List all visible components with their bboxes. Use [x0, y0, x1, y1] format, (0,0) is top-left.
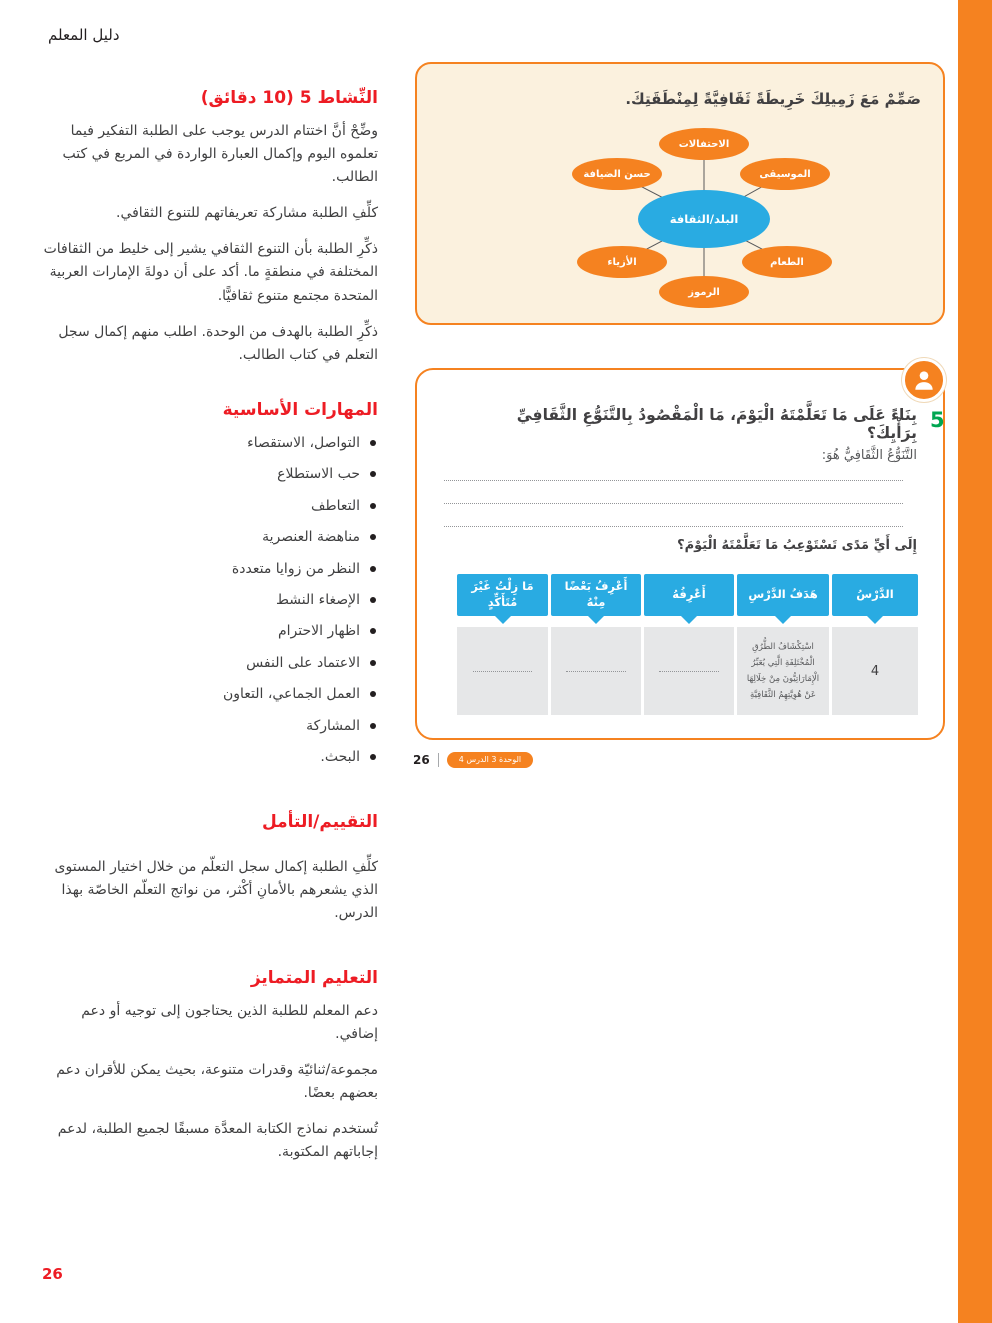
self-assessment-question: إِلَى أَيِّ مَدًى تَسْتَوْعِبُ مَا تَعَلَّمْتَهُ الْيَوْمَ؟: [677, 538, 917, 553]
differentiation-paragraph: دعم المعلم للطلبة الذين يحتاجون إلى توجيه أو دعم إضافي.: [81, 1003, 378, 1043]
activity-section: [38, 88, 378, 380]
differentiation-section: [38, 968, 378, 1178]
table-header-not-sure: مَا زِلْتُ غَيْرَ مُتَأَكِّدٍ: [457, 574, 548, 616]
culture-map-prompt: صَمِّمْ مَعَ زَمِيلِكَ خَرِيطَةً ثَقَافِيَّةً لِمِنْطَقَتِكَ.: [625, 90, 921, 108]
mindmap-node-clothing: الأزياء: [577, 246, 667, 278]
mindmap-node-food: الطعام: [742, 246, 832, 278]
skill-item: التعاطف: [38, 495, 378, 517]
answer-line: [473, 671, 533, 672]
differentiation-heading: التعليم المتمايز: [250, 968, 378, 988]
page-spine-band: [958, 0, 992, 1323]
guide-page-number: 26: [42, 1265, 63, 1283]
guide-header-label: دليل المعلم: [48, 26, 120, 44]
table-header-know-it: أَعْرِفُهُ: [644, 574, 734, 616]
mindmap-node-celebrations: الاحتفالات: [659, 128, 749, 160]
skill-item: الإصغاء النشط: [38, 589, 378, 611]
activity-paragraph: ذكِّرِ الطلبة بالهدف من الوحدة. اطلب منهم إكمال سجل التعلم في كتاب الطالب.: [58, 323, 378, 363]
activity-paragraph: كلِّفِ الطلبة مشاركة تعريفاتهم للتنوع الثقافي.: [116, 205, 378, 222]
reflection-question: بِنَاءً عَلَى مَا تَعَلَّمْتَهُ الْيَوْمَ، مَا الْمَقْصُودُ بِالتَّنَوُّعِ الثَّقَافِيِّ بِرَأْيِكَ؟: [516, 406, 917, 442]
skill-item: النظر من زوايا متعددة: [38, 558, 378, 580]
skill-item: حب الاستطلاع: [38, 463, 378, 485]
skill-item: مناهضة العنصرية: [38, 526, 378, 548]
skill-item: البحث.: [38, 746, 378, 768]
skill-item: العمل الجماعي، التعاون: [38, 683, 378, 705]
mindmap-center-node: البلد/الثقافة: [638, 190, 770, 248]
answer-line: [444, 526, 903, 527]
culture-mindmap: [417, 64, 943, 323]
activity-heading: النِّشاط 5 (10 دقائق): [200, 88, 378, 108]
table-cell-lesson-goal: [737, 627, 829, 715]
unit-lesson-tab: الوحدة 3 الدرس 4: [447, 752, 533, 768]
lesson-number: 4: [870, 663, 880, 679]
answer-line: [566, 671, 625, 672]
core-skills-section: [38, 400, 378, 777]
mindmap-node-symbols: الرموز: [659, 276, 749, 308]
skill-item: الاعتماد على النفس: [38, 652, 378, 674]
table-cell-know-it: [644, 627, 734, 715]
mindmap-node-hospitality: حسن الضيافة: [572, 158, 662, 190]
activity-paragraph: ذكِّرِ الطلبة بأن التنوع الثقافي يشير إلى خليط من الثقافات المختلفة في منطقةٍ ما. أكد على أن دولةَ الإمارات العربية المتحدة مجتمع متنوع ثقافيًّا.: [43, 241, 378, 304]
assessment-section: [38, 812, 378, 938]
lesson-goal-text: اسْتِكْشَافُ الطُّرُقِ الْمُخْتَلِفَةِ الَّتِي يُعَبِّرُ الْإِمَارَاتِيُّونَ مِنْ خِلَالِهَا عَنْ هُوِيَّتِهِمُ الثَّقَافِيَّةِ: [746, 641, 820, 701]
skill-item: اظهار الاحترام: [38, 620, 378, 642]
answer-line: [659, 671, 718, 672]
culture-map-activity-box: [415, 62, 945, 325]
table-header-know-some: أَعْرِفُ بَعْضًا مِنْهُ: [551, 574, 641, 616]
skills-heading: المهارات الأساسية: [222, 400, 378, 420]
student-page-footer: [413, 750, 943, 770]
assessment-heading: التقييم/التأمل: [261, 812, 378, 832]
differentiation-paragraph: مجموعة/ثنائيّة وقدرات متنوعة، بحيث يمكن للأقران دعم بعضهم بعضًا.: [56, 1062, 378, 1102]
table-cell-not-sure: [457, 627, 548, 715]
table-cell-lesson-number: [832, 627, 918, 715]
skill-item: المشاركة: [38, 715, 378, 737]
reflection-question-box: [415, 368, 945, 740]
skill-item: التواصل، الاستقصاء: [38, 432, 378, 454]
table-header-goal: هَدَفُ الدَّرْسِ: [737, 574, 829, 616]
assessment-paragraph: كلِّفِ الطلبة إكمال سجل التعلّم من خلال اختيار المستوى الذي يشعرهم بالأمانِ أكْثر، من نواتج التعلّم الخاصّة بهذا الدرس.: [54, 859, 378, 922]
table-header-lesson: الدَّرْسُ: [832, 574, 918, 616]
activity-paragraph: وضِّحْ أنَّ اختتام الدرس يوجب على الطلبة التفكير فيما تعلموه اليوم وإكمال العبارة الواردة في المربع في كتب الطالب.: [62, 123, 378, 186]
differentiation-paragraph: تُستخدم نماذج الكتابة المعدَّة مسبقًا لجميع الطلبة، لدعم إجاباتهم المكتوبة.: [57, 1121, 378, 1161]
student-page-number: 26: [413, 753, 430, 767]
answer-line: [444, 480, 903, 481]
answer-line: [444, 503, 903, 504]
skills-list: [38, 432, 378, 768]
table-cell-know-some: [551, 627, 641, 715]
definition-label: التَّنَوُّعُ الثَّقَافِيُّ هُوَ:: [821, 448, 917, 463]
question-number: 5: [930, 408, 945, 432]
mindmap-node-music: الموسيقى: [740, 158, 830, 190]
student-person-icon: [902, 358, 946, 402]
footer-divider: [438, 753, 439, 767]
learning-log-table: [457, 574, 918, 715]
